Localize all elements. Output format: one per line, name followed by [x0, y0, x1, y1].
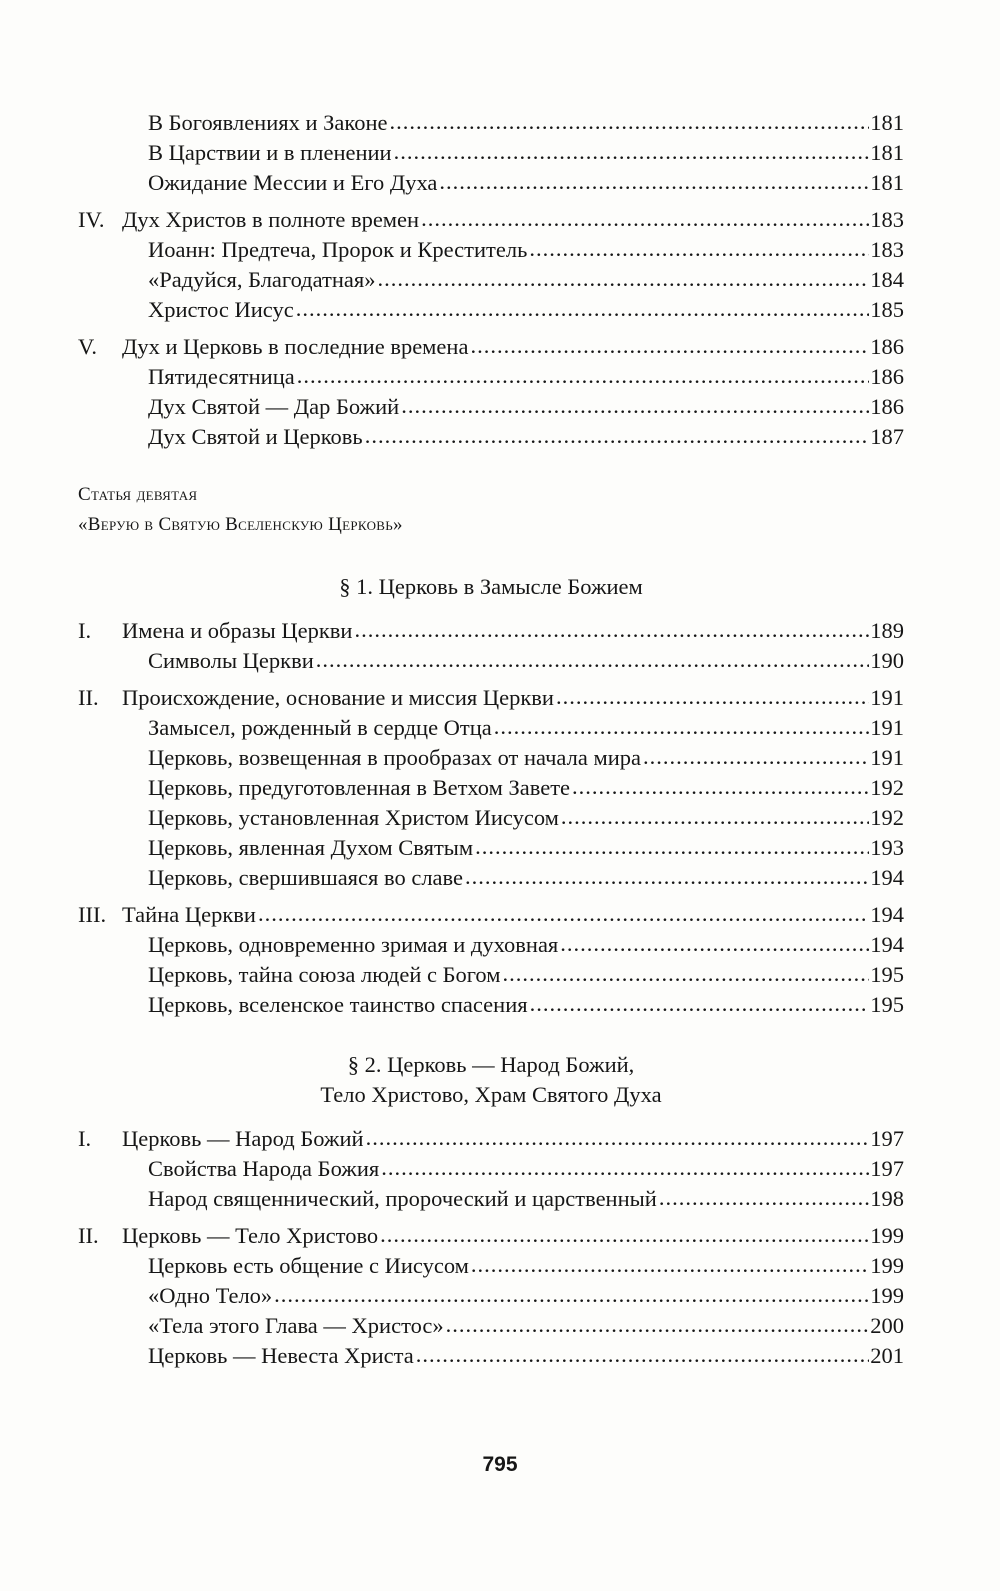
dot-leader: [394, 137, 870, 167]
dot-leader: [439, 167, 869, 197]
dot-leader: [378, 264, 870, 294]
entry-title: Тайна Церкви: [122, 902, 256, 927]
entry-title: Церковь, вселенское таинство спасения: [148, 992, 528, 1017]
entry-title: Церковь, предуготовленная в Ветхом Завете: [148, 775, 571, 800]
entry-title: В Богоявлениях и Законе: [148, 110, 388, 135]
entry-page: 194: [870, 902, 904, 927]
page-number: 795: [482, 1453, 518, 1476]
entry-number: V.: [78, 334, 97, 359]
entry-title: Церковь, возвещенная в прообразах от начала мира: [148, 745, 641, 770]
spacer: [78, 1020, 904, 1050]
dot-leader: [401, 391, 869, 421]
dot-leader: [475, 832, 869, 862]
entry-title: Дух Святой — Дар Божий: [148, 394, 400, 419]
dot-leader: [296, 294, 870, 324]
entry-page: 199: [870, 1223, 904, 1248]
entry-page: 195: [870, 962, 904, 987]
toc-subentry: [78, 362, 904, 392]
entry-number: I.: [78, 618, 92, 643]
toc-subentry: [78, 833, 904, 863]
entry-title: Дух Христов в полноте времен: [122, 207, 420, 232]
entry-page: 189: [870, 618, 904, 643]
entry-page: 195: [870, 992, 904, 1017]
toc-block: [78, 683, 904, 893]
entry-number: II.: [78, 1223, 99, 1248]
dot-leader: [470, 331, 869, 361]
entry-page: 183: [870, 237, 904, 262]
toc-entry: [78, 332, 904, 362]
toc-entry: [78, 1221, 904, 1251]
dot-leader: [556, 682, 869, 712]
entry-title: «Тела этого Глава — Христос»: [148, 1313, 444, 1338]
entry-page: 187: [870, 424, 904, 449]
section-title: § 1. Церковь в Замысле Божием: [339, 574, 643, 599]
dot-leader: [366, 1123, 870, 1153]
entry-title: Дух Святой и Церковь: [148, 424, 363, 449]
toc-subentry: [78, 863, 904, 893]
toc-subentry: [78, 1341, 904, 1371]
toc-subentry: [78, 1281, 904, 1311]
entry-page: 181: [870, 140, 904, 165]
dot-leader: [416, 1340, 869, 1370]
entry-page: 193: [870, 835, 904, 860]
entry-title: Свойства Народа Божия: [148, 1156, 380, 1181]
toc-entry: [78, 616, 904, 646]
entry-title: Церковь — Невеста Христа: [148, 1343, 414, 1368]
dot-leader: [503, 959, 870, 989]
entry-page: 199: [870, 1253, 904, 1278]
entry-page: 192: [870, 805, 904, 830]
toc-block: [78, 332, 904, 452]
toc-subentry: [78, 265, 904, 295]
section-title: § 2. Церковь — Народ Божий,: [347, 1052, 635, 1077]
toc-subentry: [78, 235, 904, 265]
toc-subentry: [78, 168, 904, 198]
entry-page: 197: [870, 1156, 904, 1181]
toc-subentry: [78, 960, 904, 990]
entry-page: 191: [870, 685, 904, 710]
entry-title: Дух и Церковь в последние времена: [122, 334, 469, 359]
spacer: [78, 602, 904, 616]
toc-subentry: [78, 108, 904, 138]
entry-page: 197: [870, 1126, 904, 1151]
entry-title: Пятидесятница: [148, 364, 295, 389]
dot-leader: [354, 615, 869, 645]
entry-page: 191: [870, 745, 904, 770]
toc-entry: [78, 900, 904, 930]
toc-entry: [78, 683, 904, 713]
toc-subentry: [78, 1184, 904, 1214]
toc-subentry: [78, 295, 904, 325]
dot-leader: [381, 1153, 869, 1183]
entry-page: 192: [870, 775, 904, 800]
toc-subentry: [78, 1154, 904, 1184]
entry-number: I.: [78, 1126, 92, 1151]
toc-subentry: [78, 422, 904, 452]
toc-subentry: [78, 773, 904, 803]
spacer: [78, 1110, 904, 1124]
entry-page: 186: [870, 364, 904, 389]
toc-block: [78, 1124, 904, 1214]
entry-page: 186: [870, 394, 904, 419]
article-label: Статья девятая: [78, 484, 198, 505]
table-of-contents: [78, 108, 904, 1371]
entry-title: Церковь, свершившаяся во славе: [148, 865, 464, 890]
entry-title: «Радуйся, Благодатная»: [148, 267, 376, 292]
article-title: «Верую в Святую Вселенскую Церковь»: [78, 514, 403, 535]
toc-subentry: [78, 930, 904, 960]
dot-leader: [561, 802, 869, 832]
entry-number: II.: [78, 685, 99, 710]
dot-leader: [258, 899, 869, 929]
entry-title: Церковь, одновременно зримая и духовная: [148, 932, 559, 957]
entry-page: 198: [870, 1186, 904, 1211]
dot-leader: [529, 234, 869, 264]
dot-leader: [274, 1280, 869, 1310]
spacer: [78, 452, 904, 480]
dot-leader: [421, 204, 869, 234]
toc-entry: [78, 1124, 904, 1154]
toc-subentry: [78, 713, 904, 743]
entry-title: Иоанн: Предтеча, Пророк и Креститель: [148, 237, 528, 262]
toc-subentry: [78, 392, 904, 422]
entry-page: 201: [870, 1343, 904, 1368]
entry-title: Церковь — Народ Божий: [122, 1126, 364, 1151]
toc-subentry: [78, 138, 904, 168]
dot-leader: [572, 772, 869, 802]
entry-title: Происхождение, основание и миссия Церкви: [122, 685, 554, 710]
dot-leader: [643, 742, 869, 772]
dot-leader: [365, 421, 870, 451]
dot-leader: [560, 929, 869, 959]
entry-page: 185: [870, 297, 904, 322]
toc-subentry: [78, 1311, 904, 1341]
dot-leader: [380, 1220, 869, 1250]
toc-subentry: [78, 990, 904, 1020]
toc-subentry: [78, 1251, 904, 1281]
dot-leader: [471, 1250, 869, 1280]
dot-leader: [465, 862, 869, 892]
toc-subentry: [78, 803, 904, 833]
entry-page: 181: [870, 110, 904, 135]
entry-title: «Одно Тело»: [148, 1283, 273, 1308]
entry-number: III.: [78, 902, 107, 927]
entry-title: Символы Церкви: [148, 648, 314, 673]
toc-block: [78, 205, 904, 325]
toc-block: [78, 1221, 904, 1371]
entry-page: 199: [870, 1283, 904, 1308]
entry-title: Церковь, тайна союза людей с Богом: [148, 962, 501, 987]
dot-leader: [446, 1310, 870, 1340]
dot-leader: [494, 712, 869, 742]
dot-leader: [316, 645, 869, 675]
spacer: [78, 540, 904, 572]
toc-subentry: [78, 646, 904, 676]
entry-page: 183: [870, 207, 904, 232]
entry-title: Имена и образы Церкви: [122, 618, 353, 643]
toc-block: [78, 108, 904, 198]
dot-leader: [659, 1183, 869, 1213]
entry-title: Церковь есть общение с Иисусом: [148, 1253, 469, 1278]
toc-subentry: [78, 743, 904, 773]
entry-title: В Царствии и в пленении: [148, 140, 392, 165]
toc-block: [78, 900, 904, 1020]
entry-page: 181: [870, 170, 904, 195]
entry-page: 190: [870, 648, 904, 673]
entry-page: 186: [870, 334, 904, 359]
entry-page: 184: [870, 267, 904, 292]
entry-number: IV.: [78, 207, 105, 232]
entry-title: Церковь, установленная Христом Иисусом: [148, 805, 559, 830]
entry-title: Замысел, рожденный в сердце Отца: [148, 715, 492, 740]
entry-title: Ожидание Мессии и Его Духа: [148, 170, 438, 195]
dot-leader: [297, 361, 870, 391]
dot-leader: [389, 107, 869, 137]
dot-leader: [530, 989, 870, 1019]
entry-page: 200: [870, 1313, 904, 1338]
entry-title: Народ священнический, пророческий и царственный: [148, 1186, 657, 1211]
section-subtitle: Тело Христово, Храм Святого Духа: [320, 1082, 662, 1107]
entry-title: Церковь, явленная Духом Святым: [148, 835, 474, 860]
entry-title: Христос Иисус: [148, 297, 294, 322]
entry-page: 194: [870, 865, 904, 890]
entry-title: Церковь — Тело Христово: [122, 1223, 379, 1248]
entry-page: 191: [870, 715, 904, 740]
toc-block: [78, 616, 904, 676]
toc-entry: [78, 205, 904, 235]
entry-page: 194: [870, 932, 904, 957]
